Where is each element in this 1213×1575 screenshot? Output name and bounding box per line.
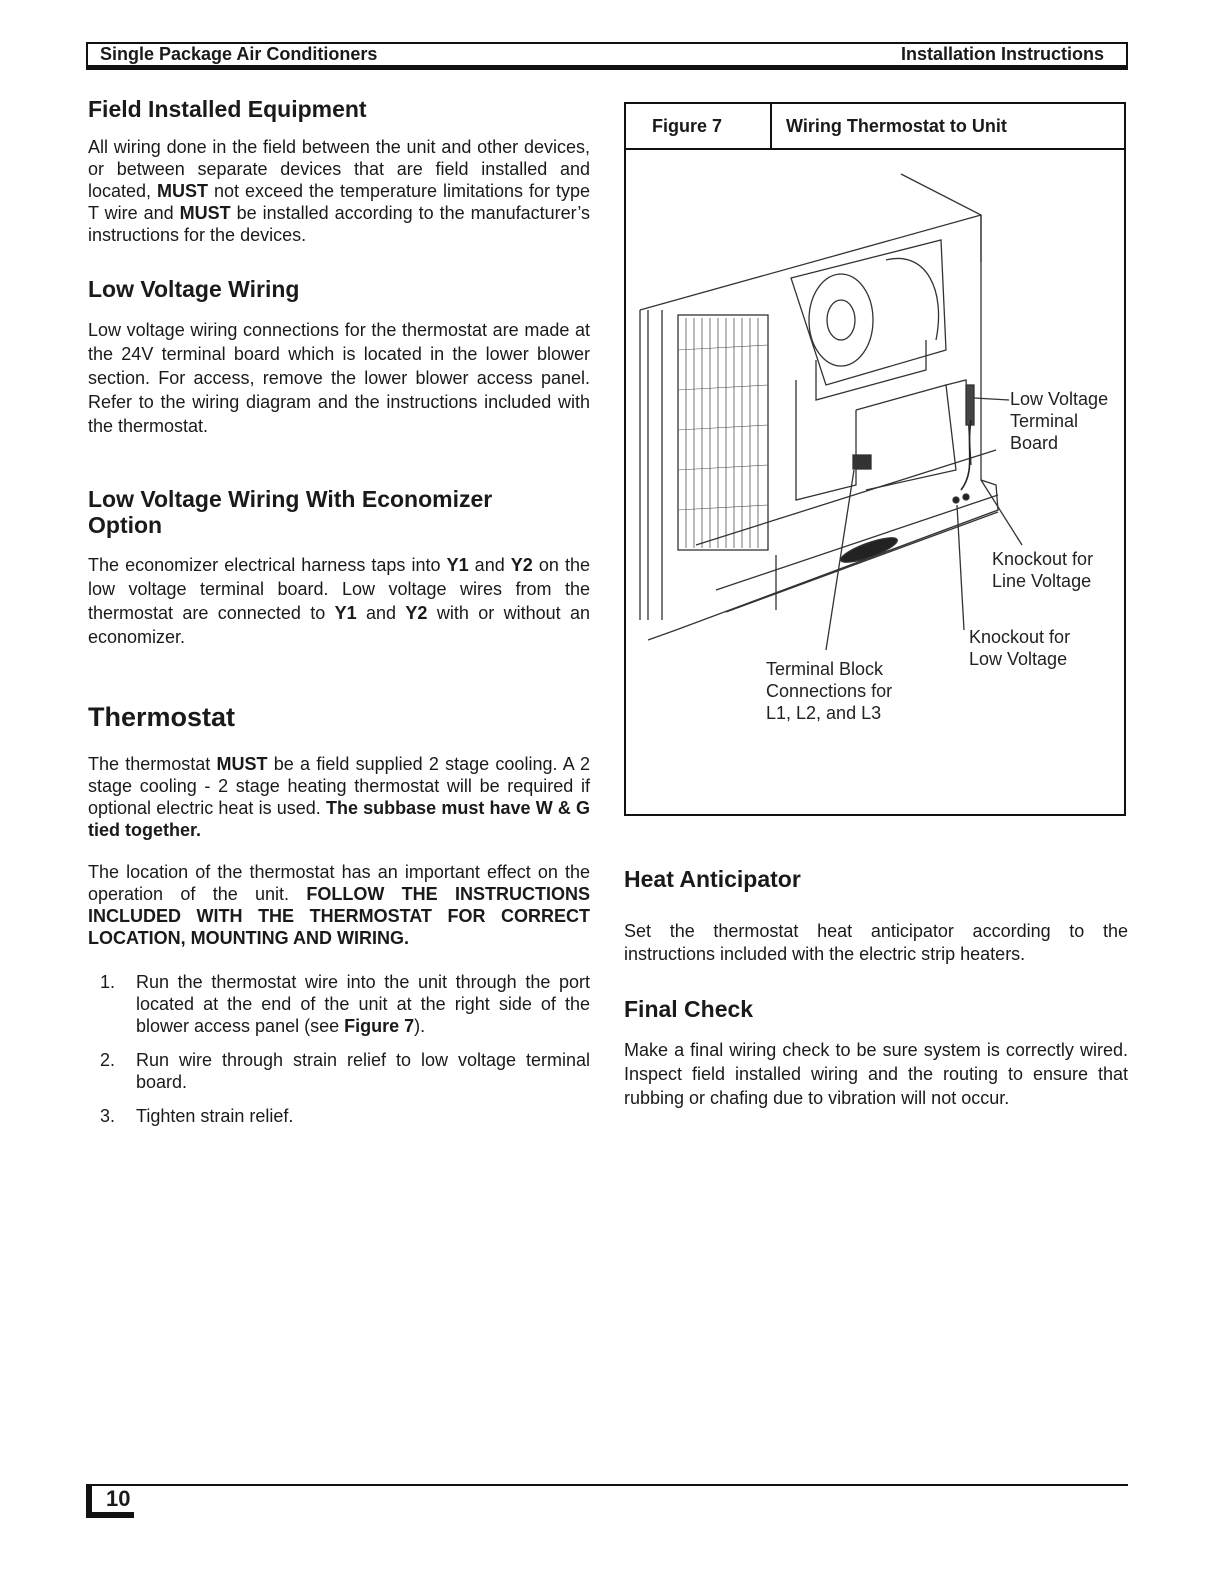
final-check-heading: Final Check	[624, 996, 754, 1022]
section-low-voltage	[88, 276, 590, 438]
callout-terminal-block: Terminal Block Connections for L1, L2, and L3	[766, 659, 893, 723]
low-voltage-text: Low voltage wiring connections for the thermostat are made at the 24V terminal board which is located in the lower blower section. For access, remove the lower blower access panel. Refer to the wiring diagram and the instructions included with the thermostat.	[88, 320, 590, 437]
callout-low-voltage-terminal-board: Low Voltage Terminal Board	[1010, 389, 1109, 453]
economizer-heading: Low Voltage Wiring With Economizer Option	[88, 486, 493, 539]
heat-anticipator-heading: Heat Anticipator	[624, 866, 801, 892]
header-title: Single Package Air Conditioners	[100, 44, 378, 64]
final-check-text: Make a final wiring check to be sure system is correctly wired. Inspect field installed wiring and the routing to ensure that rubbing or chafing due to vibration will not occur.	[624, 1040, 1128, 1109]
list-item: 2. Run wire through strain relief to low voltage terminal board.	[100, 1050, 590, 1093]
footer-rule	[86, 1484, 1128, 1486]
low-voltage-heading: Low Voltage Wiring	[88, 276, 300, 302]
section-thermostat	[88, 702, 590, 1127]
list-item: 1. Run the thermostat wire into the unit through the port located at the end of the unit at the right side of the blower access panel (see Figure 7).	[100, 972, 590, 1037]
thermostat-text-1: The thermostat MUST be a field supplied 2 stage cooling. A 2 stage cooling - 2 stage heating thermostat will be required if optional electric heat is used. The subbase must have W & G tied together.	[88, 754, 591, 841]
section-economizer	[88, 486, 590, 649]
thermostat-text-2: The location of the thermostat has an important effect on the operation of the unit. FOLLOW THE INSTRUCTIONS INCLUDED WITH THE THERMOSTAT FOR CORRECT LOCATION, MOUNTING AND WIRING.	[88, 862, 590, 949]
section-field-installed	[88, 96, 590, 246]
figure-number: Figure 7	[626, 104, 772, 148]
thermostat-heading: Thermostat	[88, 702, 236, 732]
callout-knockout-line-voltage: Knockout for Line Voltage	[992, 549, 1094, 591]
figure-reference: Figure 7	[344, 1016, 415, 1037]
section-heat-anticipator	[624, 866, 1128, 966]
running-header	[86, 42, 1128, 70]
header-section: Installation Instructions	[900, 44, 1104, 64]
list-item: 3. Tighten strain relief.	[100, 1106, 294, 1127]
figure-7	[624, 102, 1126, 816]
field-installed-heading: Field Installed Equipment	[88, 96, 367, 122]
page-number: 10	[86, 1484, 134, 1518]
heat-anticipator-text: Set the thermostat heat anticipator according to the instructions included with the electric strip heaters.	[624, 921, 1128, 965]
economizer-text: The economizer electrical harness taps into Y1 and Y2 on the low voltage terminal board. Low voltage wires from the thermostat are connected to Y1 and Y2 with or without an economizer.	[88, 554, 590, 647]
callout-knockout-low-voltage: Knockout for Low Voltage	[969, 627, 1071, 669]
field-installed-text: All wiring done in the field between the unit and other devices, or between separate devices that are field installed and located, MUST not exceed the temperature limitations for type T wire and MUST be installed according to the manufacturer’s instructions for the devices.	[88, 137, 590, 246]
thermostat-steps	[88, 971, 590, 1127]
figure-header	[626, 104, 1124, 150]
figure-title: Wiring Thermostat to Unit	[786, 115, 1007, 136]
section-final-check	[624, 996, 1128, 1110]
